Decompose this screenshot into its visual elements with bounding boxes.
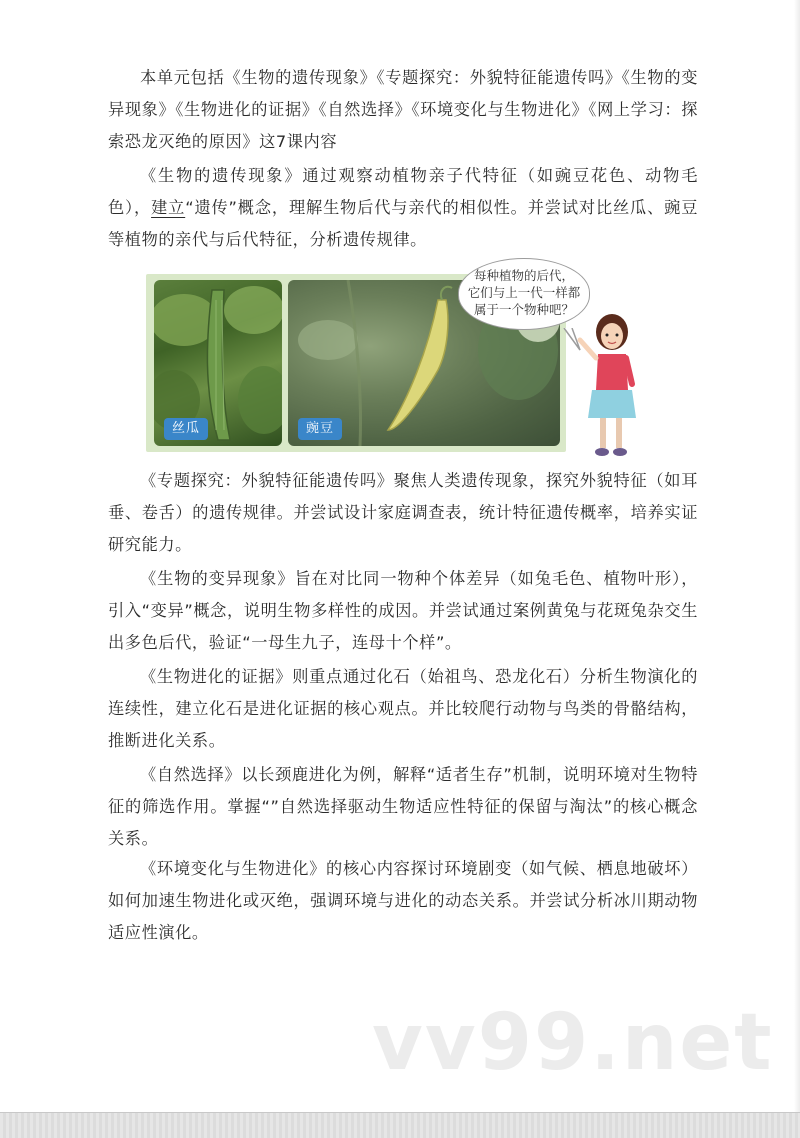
paragraph-text: 《专题探究：外貌特征能遗传吗》聚焦人类遗传现象，探究外貌特征（如耳垂、卷舌）的遗传规律。并尝试设计家庭调查表，统计特征遗传概率，培养实证研究能力。 xyxy=(108,471,698,554)
paragraph-text: 本单元包括《生物的遗传现象》《专题探究：外貌特征能遗传吗》《生物的变异现象》《生物进化的证据》《自然选择》《环境变化与生物进化》《网上学习：探索恐龙灭绝的原因》这7课内容 xyxy=(108,68,698,151)
paragraph-appearance-traits xyxy=(108,465,698,561)
paragraph-text: 《生物的变异现象》旨在对比同一物种个体差异（如兔毛色、植物叶形），引入“变异”概念，说明生物多样性的成因。并尝试通过案例黄兔与花斑兔杂交生出多色后代，验证“一母生九子，连母十个样”。 xyxy=(108,569,698,652)
page-bottom-border xyxy=(0,1112,800,1138)
speech-bubble xyxy=(458,258,590,330)
paragraph-heredity xyxy=(108,160,698,256)
loofah-photo xyxy=(154,280,282,446)
paragraph-natural-selection xyxy=(108,759,698,855)
paragraph-text: 《生物进化的证据》则重点通过化石（始祖鸟、恐龙化石）分析生物演化的连续性，建立化石是进化证据的核心观点。并比较爬行动物与鸟类的骨骼结构，推断进化关系。 xyxy=(108,667,698,750)
paragraph-evolution-evidence xyxy=(108,661,698,757)
paragraph-environment-change xyxy=(108,853,698,949)
watermark: vv99.net xyxy=(372,998,774,1088)
page-edge-shadow xyxy=(794,0,800,1112)
paragraph-unit-overview xyxy=(108,62,698,158)
paragraph-text: “遗传”概念，理解生物后代与亲代的相似性。并尝试对比丝瓜、豌豆等植物的亲代与后代特征，分析遗传规律。 xyxy=(108,198,699,249)
bubble-line-3: 属于一个物种吧？ xyxy=(473,302,574,317)
girl-character-illustration xyxy=(576,310,642,460)
paragraph-variation xyxy=(108,563,698,659)
pea-label: 豌豆 xyxy=(298,418,342,440)
paragraph-text: 《自然选择》以长颈鹿进化为例，解释“适者生存”机制，说明环境对生物特征的筛选作用。掌握“”自然选择驱动生物适应性特征的保留与淘汰”的核心概念关系。 xyxy=(108,765,698,848)
bubble-line-1: 每种植物的后代， xyxy=(473,268,574,283)
loofah-label: 丝瓜 xyxy=(164,418,208,440)
paragraph-text: 《生物的遗传现象》通过观察动植物亲子代特征（如豌豆花色、动物毛色）， xyxy=(108,166,698,217)
bubble-line-2: 它们与上一代一样都 xyxy=(467,285,581,300)
paragraph-text: 《环境变化与生物进化》的核心内容探讨环境剧变（如气候、栖息地破坏）如何加速生物进化或灭绝，强调环境与进化的动态关系。并尝试分析冰川期动物适应性演化。 xyxy=(108,859,698,942)
underlined-word: 建立 xyxy=(151,198,186,217)
